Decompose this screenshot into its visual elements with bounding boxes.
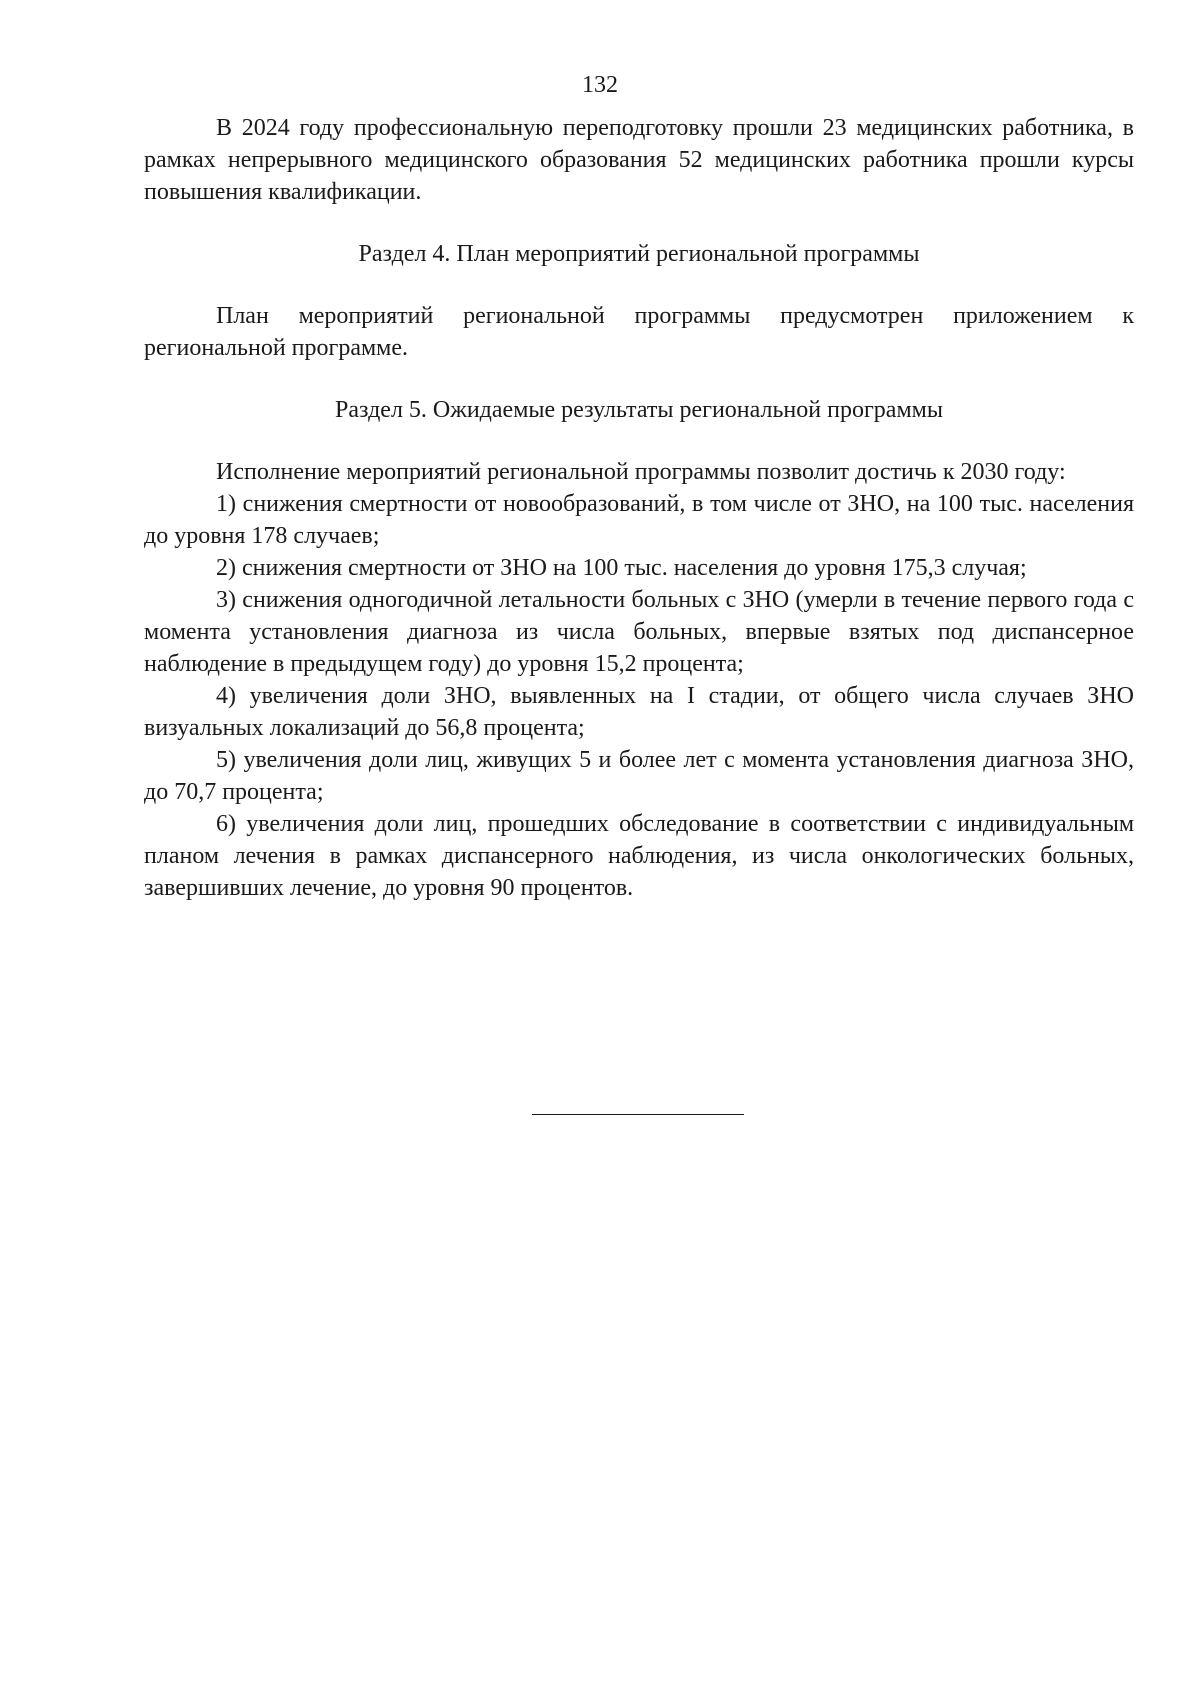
result-item-1: 1) снижения смертности от новообразований, в том числе от ЗНО, на 100 тыс. населения до уровня 178 случаев;	[144, 491, 1134, 549]
result-item-5: 5) увеличения доли лиц, живущих 5 и более лет с момента установления диагноза ЗНО, до 70,7 процента;	[144, 747, 1134, 805]
intro-paragraph: В 2024 году профессиональную переподготовку прошли 23 медицинских работника, в рамках непрерывного медицинского образования 52 медицинских работника прошли курсы повышения квалификации.	[144, 115, 1134, 205]
result-item-2: 2) снижения смертности от ЗНО на 100 тыс. населения до уровня 175,3 случая;	[216, 555, 1027, 581]
end-divider-line	[532, 1114, 744, 1115]
result-item-4: 4) увеличения доли ЗНО, выявленных на I стадии, от общего числа случаев ЗНО визуальных локализаций до 56,8 процента;	[144, 683, 1134, 741]
result-item-3: 3) снижения одногодичной летальности больных с ЗНО (умерли в течение первого года с момента установления диагноза из числа больных, впервые взятых под диспансерное наблюдение в предыдущем году) до уровня 15,2 процента;	[144, 587, 1134, 677]
page-number: 132	[582, 72, 618, 98]
document-body	[144, 112, 1134, 904]
section-4-heading: Раздел 4. План мероприятий региональной программы	[358, 241, 920, 267]
section-5-intro: Исполнение мероприятий региональной программы позволит достичь к 2030 году:	[216, 459, 1066, 485]
result-item-6: 6) увеличения доли лиц, прошедших обследование в соответствии с индивидуальным планом лечения в рамках диспансерного наблюдения, из числа онкологических больных, завершивших лечение, до уровня 90 процентов.	[144, 811, 1134, 901]
section-4-paragraph: План мероприятий региональной программы предусмотрен приложением к региональной программе.	[144, 303, 1134, 361]
section-5-heading: Раздел 5. Ожидаемые результаты региональной программы	[335, 397, 943, 423]
